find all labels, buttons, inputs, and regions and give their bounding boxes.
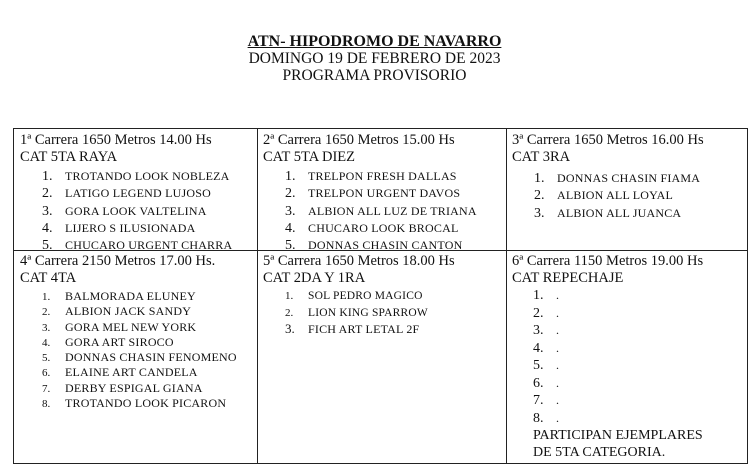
- race-category: CAT 2DA Y 1RA: [263, 270, 366, 286]
- document-header: [0, 33, 749, 84]
- horse-number: 3.: [42, 203, 53, 219]
- horse-number: 7.: [42, 382, 51, 395]
- horse-name: DONNAS CHASIN FENOMENO: [65, 350, 237, 365]
- horse-number: 3.: [285, 321, 295, 336]
- horse-number: 3.: [534, 205, 545, 221]
- horse-number: 3.: [533, 323, 544, 338]
- horse-entry: [534, 205, 747, 222]
- race-category: CAT REPECHAJE: [512, 270, 624, 286]
- horse-number: 3.: [42, 321, 51, 334]
- horse-entry: [533, 322, 747, 340]
- horse-number: 1.: [285, 169, 296, 184]
- race-category: CAT 4TA: [20, 270, 77, 286]
- horse-entry: [533, 392, 747, 410]
- horse-entry: [285, 220, 506, 237]
- horse-entry: [42, 365, 257, 380]
- horse-entry: [285, 203, 506, 220]
- race-heading: 1ª Carrera 1650 Metros 14.00 Hs: [20, 132, 212, 148]
- horse-entry: [534, 170, 747, 187]
- race-heading: 4ª Carrera 2150 Metros 17.00 Hs.: [20, 253, 216, 269]
- horse-entry: [285, 304, 506, 321]
- horse-name: .: [556, 305, 560, 320]
- horse-name: .: [556, 358, 560, 372]
- horse-list: [263, 287, 506, 337]
- horse-entry: [42, 220, 257, 237]
- horse-number: 2.: [533, 305, 544, 321]
- horse-entry: [285, 185, 506, 202]
- horse-number: 6.: [533, 375, 544, 391]
- race-category: CAT 5TA DIEZ: [263, 149, 356, 165]
- horse-name: TROTANDO LOOK PICARON: [65, 396, 227, 411]
- horse-entry: [42, 396, 257, 411]
- race-cell-2: [257, 129, 506, 250]
- horse-entry: [42, 304, 257, 319]
- participation-note: DE 5TA CATEGORIA.: [533, 445, 666, 460]
- race-category: CAT 3RA: [512, 149, 571, 165]
- race-heading: 5ª Carrera 1650 Metros 18.00 Hs: [263, 253, 455, 269]
- horse-number: 5.: [285, 238, 296, 250]
- horse-number: 2.: [285, 307, 294, 319]
- horse-number: 2.: [42, 306, 51, 319]
- horse-entry: [42, 289, 257, 304]
- race-cell-4: [14, 250, 257, 463]
- horse-number: 5.: [533, 358, 544, 373]
- horse-number: 4.: [42, 336, 51, 349]
- horse-name: DONNAS CHASIN CANTON: [308, 238, 463, 250]
- horse-entry: [42, 237, 257, 250]
- race-program-table: [13, 128, 748, 464]
- horse-entry: [42, 168, 257, 185]
- participation-note: PARTICIPAN EJEMPLARES: [533, 428, 703, 443]
- horse-entry: [533, 375, 747, 393]
- horse-number: 2.: [534, 188, 545, 204]
- horse-number: 4.: [42, 220, 53, 236]
- horse-name: .: [556, 340, 560, 355]
- horse-number: 4.: [285, 220, 296, 236]
- horse-entry: [285, 237, 506, 250]
- horse-name: GORA ART SIROCO: [65, 334, 174, 349]
- horse-name: LATIGO LEGEND LUJOSO: [65, 186, 211, 201]
- race-cell-1: [14, 129, 257, 250]
- horse-list: [20, 168, 257, 250]
- horse-number: 5.: [42, 352, 51, 365]
- horse-entry: [285, 168, 506, 185]
- horse-name: .: [556, 393, 560, 407]
- race-heading: 3ª Carrera 1650 Metros 16.00 Hs: [512, 132, 704, 148]
- horse-entry: [42, 320, 257, 335]
- horse-number: 6.: [42, 367, 51, 380]
- horse-name: LIJERO S ILUSIONADA: [65, 220, 196, 235]
- horse-number: 2.: [285, 186, 296, 202]
- horse-name: .: [556, 288, 560, 302]
- horse-entry: [42, 203, 257, 220]
- horse-entry: [533, 357, 747, 375]
- race-cell-3: [506, 129, 747, 250]
- horse-name: TRELPON FRESH DALLAS: [308, 169, 457, 183]
- horse-name: LION KING SPARROW: [308, 307, 428, 319]
- document-title: ATN- HIPODROMO DE NAVARRO: [247, 33, 502, 50]
- horse-name: ALBION ALL LUZ DE TRIANA: [308, 203, 477, 218]
- horse-number: 1.: [285, 290, 294, 302]
- horse-name: DONNAS CHASIN FIAMA: [557, 171, 701, 185]
- horse-number: 1.: [42, 169, 53, 184]
- horse-number: 3.: [285, 203, 296, 219]
- horse-entry: [42, 335, 257, 350]
- horse-list: [263, 168, 506, 250]
- horse-name: FICH ART LETAL 2F: [308, 322, 420, 336]
- horse-name: ALBION ALL LOYAL: [557, 188, 674, 203]
- horse-name: GORA MEL NEW YORK: [65, 319, 197, 334]
- horse-name: CHUCARO LOOK BROCAL: [308, 220, 459, 235]
- horse-name: SOL PEDRO MAGICO: [308, 290, 423, 302]
- horse-entry: [42, 185, 257, 202]
- horse-name: .: [556, 410, 560, 425]
- horse-list: [512, 287, 747, 427]
- horse-name: ALBION JACK SANDY: [65, 304, 192, 319]
- horse-name: CHUCARO URGENT CHARRA: [65, 238, 233, 250]
- document-date: DOMINGO 19 DE FEBRERO DE 2023: [248, 50, 501, 67]
- race-category: CAT 5TA RAYA: [20, 149, 118, 165]
- document-subtitle: PROGRAMA PROVISORIO: [282, 67, 467, 84]
- horse-number: 5.: [42, 238, 53, 250]
- horse-list: [20, 289, 257, 411]
- horse-entry: [285, 321, 506, 337]
- race-cell-6: [506, 250, 747, 463]
- horse-list: [512, 170, 747, 222]
- horse-name: DERBY ESPIGAL GIANA: [65, 380, 203, 395]
- horse-name: GORA LOOK VALTELINA: [65, 203, 207, 218]
- horse-name: ELAINE ART CANDELA: [65, 365, 198, 380]
- horse-entry: [533, 340, 747, 358]
- horse-number: 1.: [534, 171, 545, 186]
- horse-entry: [533, 305, 747, 323]
- horse-number: 2.: [42, 186, 53, 202]
- horse-name: .: [556, 375, 560, 390]
- horse-entry: [42, 381, 257, 396]
- race-cell-5: [257, 250, 506, 463]
- horse-number: 1.: [42, 291, 51, 303]
- race-heading: 6ª Carrera 1150 Metros 19.00 Hs: [512, 253, 704, 269]
- horse-entry: [285, 287, 506, 304]
- horse-name: BALMORADA ELUNEY: [65, 289, 196, 303]
- horse-name: .: [556, 323, 560, 337]
- horse-number: 8.: [533, 410, 544, 426]
- horse-name: TROTANDO LOOK NOBLEZA: [65, 169, 230, 183]
- horse-entry: [42, 350, 257, 365]
- horse-name: TRELPON URGENT DAVOS: [308, 186, 461, 201]
- horse-number: 1.: [533, 288, 544, 303]
- horse-number: 4.: [533, 340, 544, 356]
- horse-entry: [534, 187, 747, 204]
- horse-entry: [533, 410, 747, 428]
- horse-entry: [533, 287, 747, 305]
- race-heading: 2ª Carrera 1650 Metros 15.00 Hs: [263, 132, 455, 148]
- horse-number: 8.: [42, 398, 51, 411]
- horse-name: ALBION ALL JUANCA: [557, 205, 682, 220]
- horse-number: 7.: [533, 393, 544, 408]
